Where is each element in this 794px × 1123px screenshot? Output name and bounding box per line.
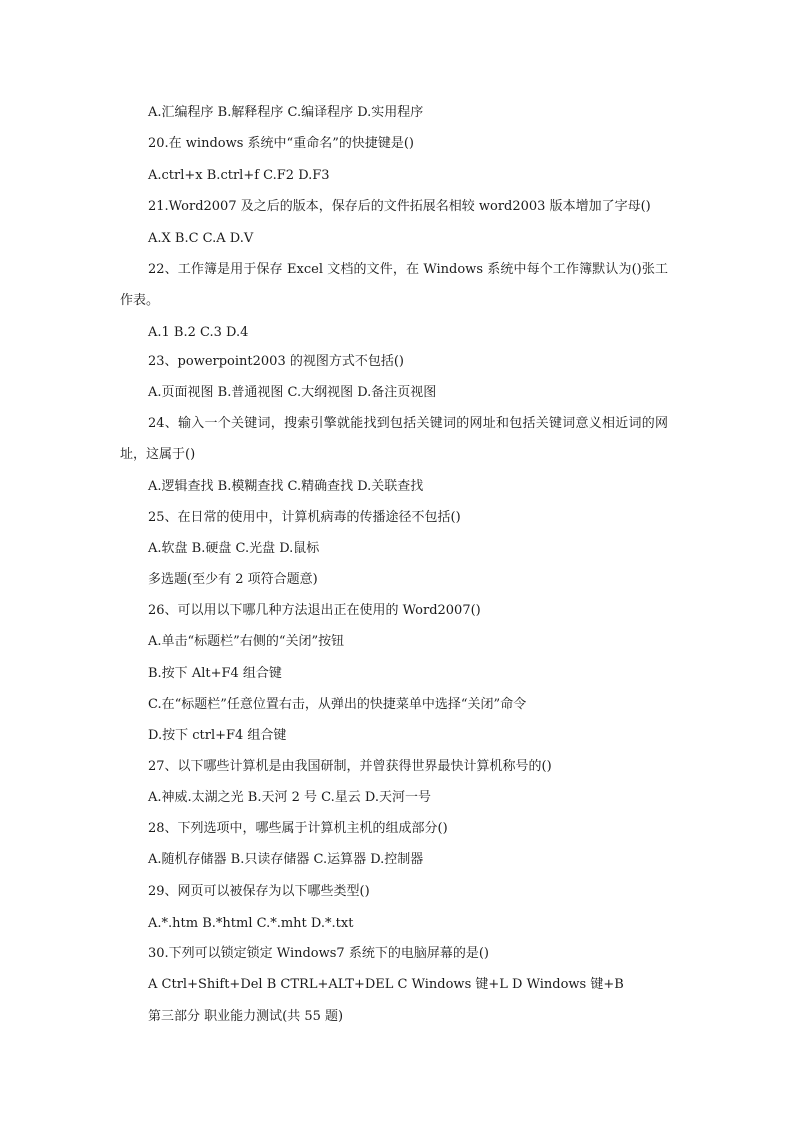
answer-options-28: A.随机存储器 B.只读存储器 C.运算器 D.控制器 xyxy=(148,852,424,867)
question-24: 24、输入一个关键词，搜索引擎就能找到包括关键词的网址和包括关键词意义相近词的网址，这属于() xyxy=(120,416,668,462)
answer-options-22: A.1 B.2 C.3 D.4 xyxy=(148,325,249,340)
answer-options-19: A.汇编程序 B.解释程序 C.编译程序 D.实用程序 xyxy=(148,105,424,120)
answer-options-27: A.神威.太湖之光 B.天河 2 号 C.星云 D.天河一号 xyxy=(148,790,431,805)
section-heading-multi-choice: 多选题(至少有 2 项符合题意) xyxy=(148,572,318,587)
answer-options-30: A Ctrl+Shift+Del B CTRL+ALT+DEL C Windows 键+L D Windows 键+B xyxy=(148,977,624,992)
question-28: 28、下列选项中，哪些属于计算机主机的组成部分() xyxy=(148,821,448,836)
answer-options-24: A.逻辑查找 B.模糊查找 C.精确查找 D.关联查找 xyxy=(148,479,424,494)
section-heading-part-three: 第三部分 职业能力测试(共 55 题) xyxy=(148,1009,344,1024)
answer-options-25: A.软盘 B.硬盘 C.光盘 D.鼠标 xyxy=(148,541,320,556)
question-22: 22、工作簿是用于保存 Excel 文档的文件，在 Windows 系统中每个工作簿默认为()张工作表。 xyxy=(120,262,668,308)
answer-options-20: A.ctrl+x B.ctrl+f C.F2 D.F3 xyxy=(148,168,330,183)
answer-options-23: A.页面视图 B.普通视图 C.大纲视图 D.备注页视图 xyxy=(148,385,437,400)
answer-26-c: C.在“标题栏”任意位置右击，从弹出的快捷菜单中选择“关闭”命令 xyxy=(148,697,527,712)
question-26: 26、可以用以下哪几种方法退出正在使用的 Word2007() xyxy=(148,603,481,618)
question-27: 27、以下哪些计算机是由我国研制，并曾获得世界最快计算机称号的() xyxy=(148,759,552,774)
question-20: 20.在 windows 系统中“重命名”的快捷键是() xyxy=(148,136,414,151)
answer-options-29: A.*.htm B.*html C.*.mht D.*.txt xyxy=(148,916,354,931)
answer-26-d: D.按下 ctrl+F4 组合键 xyxy=(148,728,287,743)
question-21: 21.Word2007 及之后的版本，保存后的文件拓展名相较 word2003 版本增加了字母() xyxy=(148,199,651,214)
answer-options-21: A.X B.C C.A D.V xyxy=(148,231,254,246)
answer-26-b: B.按下 Alt+F4 组合键 xyxy=(148,666,282,681)
answer-26-a: A.单击“标题栏”右侧的“关闭”按钮 xyxy=(148,634,345,649)
question-25: 25、在日常的使用中，计算机病毒的传播途径不包括() xyxy=(148,510,461,525)
question-29: 29、网页可以被保存为以下哪些类型() xyxy=(148,884,370,899)
question-23: 23、powerpoint2003 的视图方式不包括() xyxy=(148,354,404,369)
question-30: 30.下列可以锁定锁定 Windows7 系统下的电脑屏幕的是() xyxy=(148,946,489,961)
